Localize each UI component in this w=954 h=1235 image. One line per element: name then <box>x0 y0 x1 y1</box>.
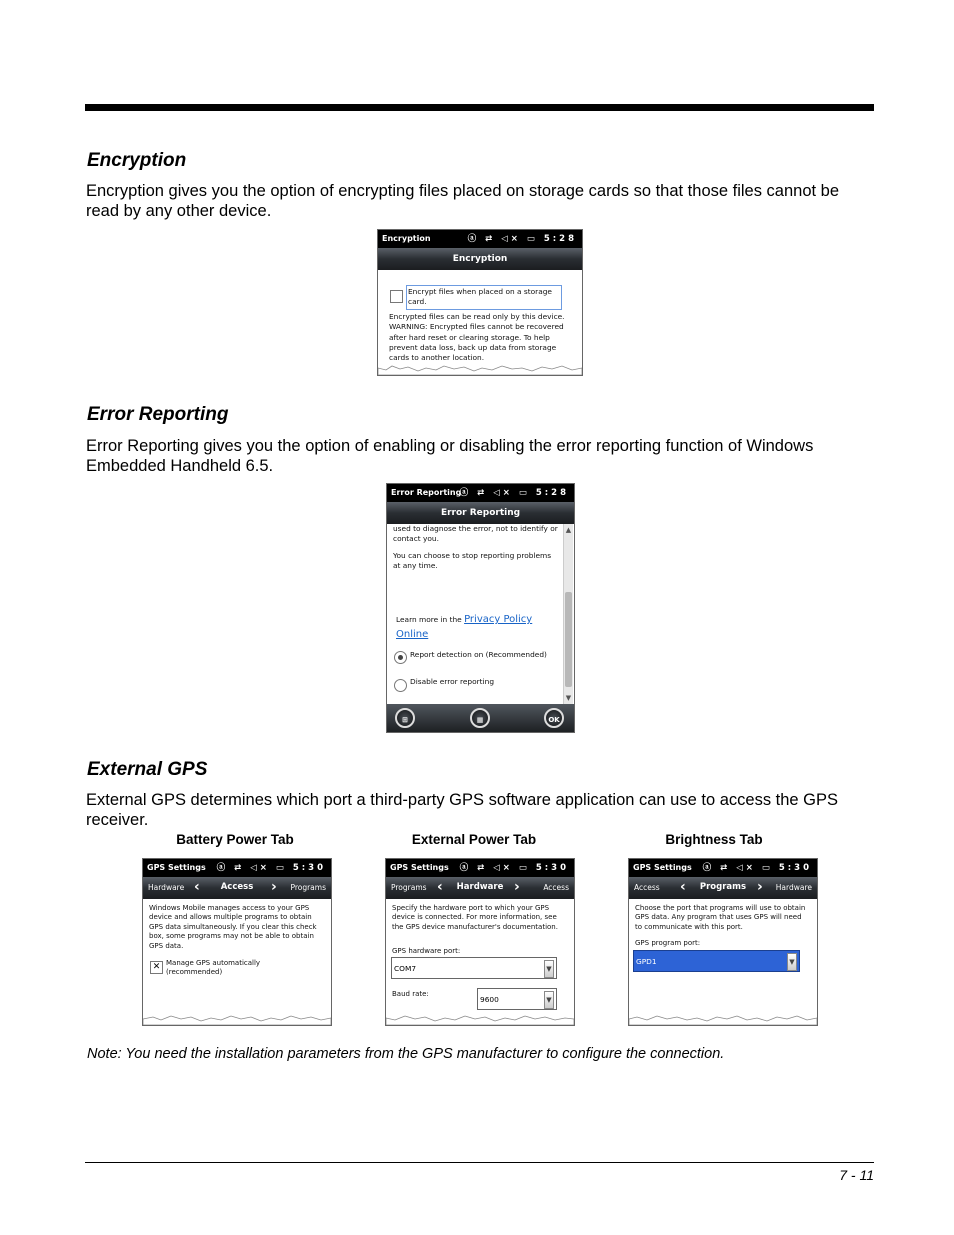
tab-programs[interactable]: Programs <box>290 883 326 892</box>
page-number: 7 - 11 <box>839 1167 874 1183</box>
radio-disable-reporting-label: Disable error reporting <box>410 677 495 686</box>
status-icons <box>217 859 326 877</box>
status-app-name: GPS Settings <box>633 863 692 872</box>
status-bar <box>387 484 574 502</box>
tab-hardware[interactable]: Hardware <box>775 883 812 892</box>
note-text: Note: You need the installation parameters from the GPS manufacturer to configure the connection. <box>87 1046 725 1062</box>
baud-rate-select[interactable] <box>477 988 557 1010</box>
status-icon-glyphs: ⓐ ⇄ ◁× ▭ <box>702 863 773 873</box>
status-icons <box>460 859 569 877</box>
ok-button[interactable]: OK <box>544 708 564 728</box>
paragraph-encryption: Encryption gives you the option of encrypting files placed on storage cards so that those files cannot be read by any other device. <box>86 182 840 220</box>
status-app-name: Encryption <box>382 234 431 243</box>
status-bar <box>378 230 582 248</box>
chevron-right-icon[interactable]: › <box>514 879 520 895</box>
chevron-left-icon[interactable]: ‹ <box>194 879 200 895</box>
online-link[interactable]: Online <box>396 629 429 640</box>
baud-rate-value: 9600 <box>480 995 499 1004</box>
gps-program-port-label: GPS program port: <box>635 939 701 947</box>
tab-access[interactable]: Access <box>634 883 660 892</box>
radio-report-detection-label: Report detection on (Recommended) <box>410 650 547 659</box>
scroll-up-icon[interactable]: ▲ <box>565 526 572 534</box>
gps-hardware-screenshot <box>385 858 575 1026</box>
encryption-info-text: Encrypted files can be read only by this device. WARNING: Encrypted files cannot be recovered after hard reset or clearing storage. To help prevent data loss, back up data from storage cards to another location. <box>389 312 565 363</box>
learn-more-prefix: Learn more in the <box>396 615 462 624</box>
footer-rule <box>85 1162 874 1163</box>
gps-hardware-port-value: COM7 <box>394 964 417 973</box>
status-icon-glyphs: ⓐ ⇄ ◁× ▭ <box>467 234 538 244</box>
status-app-name: GPS Settings <box>390 863 449 872</box>
radio-disable-reporting[interactable] <box>394 679 407 692</box>
tab-programs-current: Programs <box>699 882 747 892</box>
status-time: 5:30 <box>535 863 569 873</box>
learn-more-text <box>396 612 561 642</box>
gps-program-port-select[interactable] <box>633 950 800 972</box>
dropdown-arrow-icon[interactable]: ▼ <box>787 953 797 971</box>
radio-report-detection[interactable] <box>394 651 407 664</box>
status-icon-glyphs: ⓐ ⇄ ◁× ▭ <box>459 488 530 498</box>
chevron-left-icon[interactable]: ‹ <box>437 879 443 895</box>
torn-edge <box>143 1013 331 1025</box>
torn-edge <box>378 363 582 375</box>
screen-title: Encryption <box>378 248 582 270</box>
diagnose-text: used to diagnose the error, not to identify or contact you. <box>393 524 558 544</box>
soft-key-bar <box>387 704 574 732</box>
error-reporting-screenshot <box>386 483 575 733</box>
paragraph-error-reporting: Error Reporting gives you the option of enabling or disabling the error reporting function of Windows Embedded Handheld 6.5. <box>86 437 814 475</box>
status-bar <box>143 859 331 877</box>
status-bar <box>629 859 817 877</box>
heading-encryption: Encryption <box>87 150 187 171</box>
chevron-left-icon[interactable]: ‹ <box>680 879 686 895</box>
torn-edge <box>629 1013 817 1025</box>
status-time: 5:28 <box>535 488 569 498</box>
status-icons <box>703 859 812 877</box>
caption-external-power-tab: External Power Tab <box>411 832 537 847</box>
gps-hardware-text: Specify the hardware port to which your GPS device is connected. For more information, see the GPS device manufacturer's documentation. <box>392 904 558 931</box>
tab-programs[interactable]: Programs <box>391 883 427 892</box>
encrypt-checkbox-label: Encrypt files when placed on a storage card. <box>406 285 562 310</box>
caption-brightness-tab: Brightness Tab <box>665 832 763 847</box>
caption-battery-power-tab: Battery Power Tab <box>176 832 294 847</box>
scrollbar[interactable] <box>563 524 573 704</box>
manage-gps-label: Manage GPS automatically (recommended) <box>166 959 261 977</box>
heading-error-reporting: Error Reporting <box>87 404 229 425</box>
manage-gps-checkbox[interactable]: ✕ <box>150 961 163 974</box>
heading-external-gps: External GPS <box>87 759 208 780</box>
gps-access-screenshot <box>142 858 332 1026</box>
status-bar <box>386 859 574 877</box>
scroll-down-icon[interactable]: ▼ <box>565 694 572 702</box>
tab-hardware-current: Hardware <box>456 882 504 892</box>
status-app-name: Error Reporting <box>391 488 462 497</box>
scroll-thumb[interactable] <box>565 592 572 687</box>
dropdown-arrow-icon[interactable]: ▼ <box>544 991 554 1009</box>
tab-bar <box>629 877 817 899</box>
status-icon-glyphs: ⓐ ⇄ ◁× ▭ <box>459 863 530 873</box>
tab-bar <box>386 877 574 899</box>
dropdown-arrow-icon[interactable]: ▼ <box>544 960 554 978</box>
encryption-screenshot <box>377 229 583 376</box>
torn-edge <box>386 1013 574 1025</box>
status-icons <box>460 484 569 502</box>
tab-hardware[interactable]: Hardware <box>148 883 185 892</box>
gps-hardware-port-label: GPS hardware port: <box>392 947 461 955</box>
windows-start-icon[interactable]: ⊞ <box>395 708 415 728</box>
status-icon-glyphs: ⓐ ⇄ ◁× ▭ <box>216 863 287 873</box>
tab-bar <box>143 877 331 899</box>
keyboard-icon[interactable]: ▦ <box>470 708 490 728</box>
baud-rate-label: Baud rate: <box>392 990 429 998</box>
tab-access-current: Access <box>220 882 254 892</box>
paragraph-external-gps: External GPS determines which port a third-party GPS software application can use to access the GPS receiver. <box>86 791 839 829</box>
tab-access[interactable]: Access <box>543 883 569 892</box>
status-time: 5:30 <box>778 863 812 873</box>
status-time: 5:30 <box>292 863 326 873</box>
status-time: 5:28 <box>543 234 577 244</box>
header-rule <box>85 104 874 111</box>
encrypt-checkbox[interactable] <box>390 290 403 303</box>
screen-title: Error Reporting <box>387 502 574 524</box>
gps-hardware-port-select[interactable] <box>391 957 557 979</box>
privacy-policy-link[interactable]: Privacy Policy <box>464 614 533 625</box>
status-icons <box>468 230 577 248</box>
stop-reporting-text: You can choose to stop reporting problems at any time. <box>393 551 552 571</box>
chevron-right-icon[interactable]: › <box>757 879 763 895</box>
gps-programs-text: Choose the port that programs will use to obtain GPS data. Any program that uses GPS will need to communicate with this port. <box>635 904 806 931</box>
status-app-name: GPS Settings <box>147 863 206 872</box>
gps-program-port-value: GPD1 <box>636 957 657 966</box>
chevron-right-icon[interactable]: › <box>271 879 277 895</box>
gps-programs-screenshot <box>628 858 818 1026</box>
gps-access-text: Windows Mobile manages access to your GPS device and allows multiple programs to obtain GPS data simultaneously. If you clear this check box, some programs may not be able to obtain GPS data. <box>149 904 317 950</box>
